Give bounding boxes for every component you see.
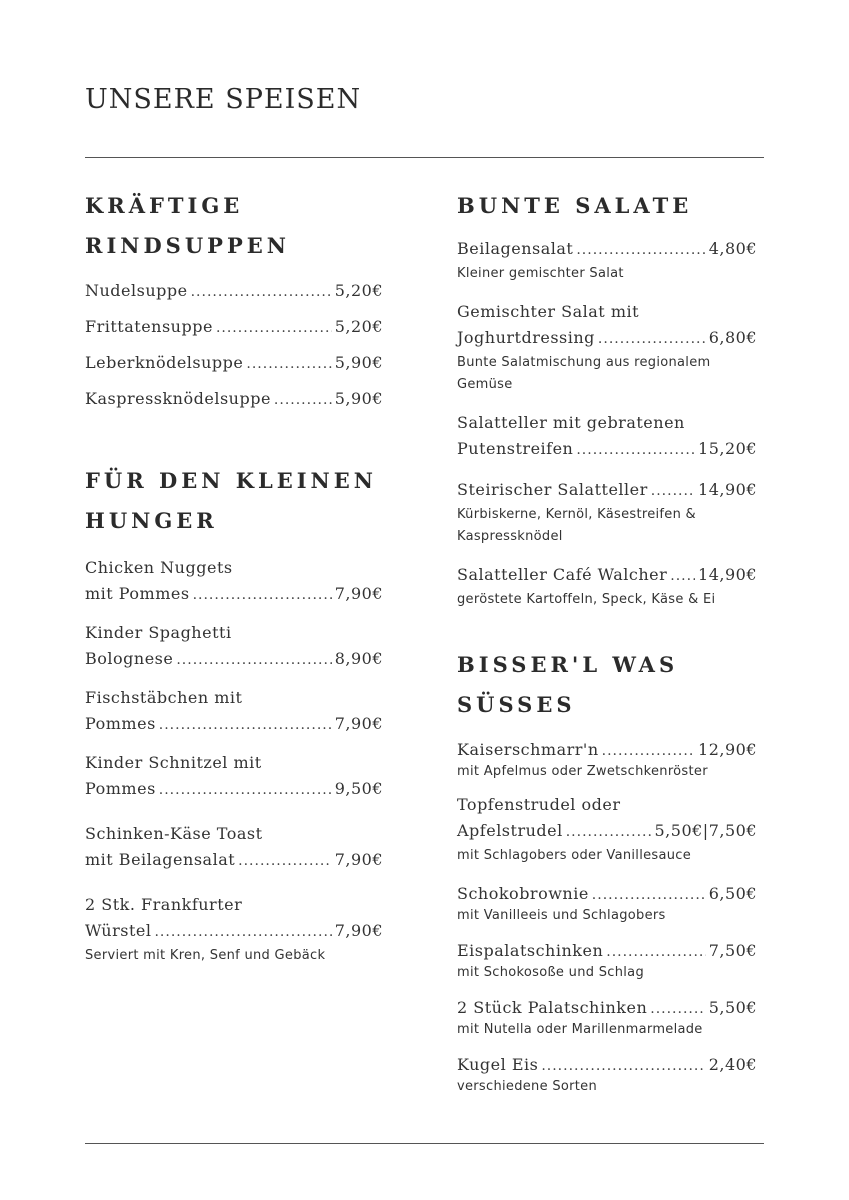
menu-items xyxy=(85,555,383,967)
item-description: mit Vanilleeis und Schlagobers xyxy=(457,908,666,923)
item-name: 2 Stk. Frankfurter xyxy=(85,895,243,914)
menu-item xyxy=(85,750,383,803)
menu-item xyxy=(457,299,757,396)
leader-dots xyxy=(154,919,331,945)
leader-dots xyxy=(246,351,331,377)
leader-dots xyxy=(274,387,332,413)
leader-dots xyxy=(598,326,706,352)
section-title-line: BISSER'L WAS xyxy=(457,652,679,677)
item-name: Pommes xyxy=(85,779,156,798)
left-column xyxy=(85,186,383,967)
menu-item xyxy=(457,1052,757,1095)
menu-item xyxy=(85,350,383,377)
section-title xyxy=(85,186,383,266)
item-name: Steirischer Salatteller xyxy=(457,480,648,499)
item-price: 4,80€ xyxy=(708,239,757,258)
leader-dots xyxy=(176,647,331,673)
item-price: 7,90€ xyxy=(334,850,383,869)
item-price: 5,90€ xyxy=(334,353,383,372)
section-title xyxy=(85,461,383,541)
item-price: 7,90€ xyxy=(334,584,383,603)
item-name: Apfelstrudel xyxy=(457,821,563,840)
item-name: Fischstäbchen mit xyxy=(85,688,243,707)
menu-item xyxy=(457,477,757,548)
leader-dots xyxy=(159,712,332,738)
leader-dots xyxy=(606,939,705,965)
menu-item xyxy=(85,892,383,967)
section-suesses xyxy=(457,645,757,1095)
item-name: Kinder Spaghetti xyxy=(85,623,232,642)
menu-item xyxy=(457,995,757,1038)
leader-dots xyxy=(592,882,706,908)
menu-item xyxy=(85,685,383,738)
top-divider xyxy=(85,157,764,158)
section-title xyxy=(457,645,757,725)
item-price: 5,50€|7,50€ xyxy=(654,821,757,840)
item-price: 7,90€ xyxy=(334,714,383,733)
right-column xyxy=(457,186,757,1095)
menu-item xyxy=(457,562,757,611)
menu-item xyxy=(457,410,757,463)
menu-item xyxy=(85,386,383,413)
menu-item xyxy=(457,737,757,780)
item-name: Nudelsuppe xyxy=(85,281,188,300)
section-kleiner-hunger xyxy=(85,461,383,967)
item-description: mit Nutella oder Marillenmarmelade xyxy=(457,1022,703,1037)
menu-item xyxy=(85,821,383,874)
item-price: 5,90€ xyxy=(334,389,383,408)
item-price: 5,20€ xyxy=(334,281,383,300)
item-price: 2,40€ xyxy=(708,1055,757,1074)
menu-items xyxy=(85,278,383,413)
section-rindsuppen xyxy=(85,186,383,413)
leader-dots xyxy=(650,996,705,1022)
item-price: 5,50€ xyxy=(708,998,757,1017)
section-title-line: RINDSUPPEN xyxy=(85,233,290,258)
item-price: 12,90€ xyxy=(698,740,757,759)
leader-dots xyxy=(216,315,332,341)
menu-item xyxy=(457,236,757,285)
item-description: mit Schlagobers oder Vanillesauce xyxy=(457,848,692,863)
item-name: Pommes xyxy=(85,714,156,733)
menu-item xyxy=(85,314,383,341)
item-name: Topfenstrudel oder xyxy=(457,795,621,814)
item-name: Leberknödelsuppe xyxy=(85,353,244,372)
section-title-line: HUNGER xyxy=(85,508,218,533)
item-name: Schinken-Käse Toast xyxy=(85,824,263,843)
section-bunte-salate xyxy=(457,186,757,611)
item-description: geröstete Kartoffeln, Speck, Käse & Ei xyxy=(457,592,716,607)
item-name: Putenstreifen xyxy=(457,439,574,458)
leader-dots xyxy=(238,848,332,874)
menu-item xyxy=(457,792,757,867)
item-description: Kaspressknödel xyxy=(457,529,563,544)
menu-item xyxy=(85,620,383,673)
item-description: Kleiner gemischter Salat xyxy=(457,266,624,281)
menu-item xyxy=(457,938,757,981)
item-description: Serviert mit Kren, Senf und Gebäck xyxy=(85,948,326,963)
section-title-line: KRÄFTIGE xyxy=(85,193,244,218)
item-name: Beilagensalat xyxy=(457,239,574,258)
item-name: mit Pommes xyxy=(85,584,190,603)
item-name: Kinder Schnitzel mit xyxy=(85,753,262,772)
leader-dots xyxy=(670,563,695,589)
menu-item xyxy=(457,881,757,924)
item-price: 8,90€ xyxy=(334,649,383,668)
item-name: Joghurtdressing xyxy=(457,328,595,347)
item-name: Bolognese xyxy=(85,649,174,668)
item-name: Kaspressknödelsuppe xyxy=(85,389,271,408)
leader-dots xyxy=(193,582,332,608)
section-title-line: FÜR DEN KLEINEN xyxy=(85,468,377,493)
leader-dots xyxy=(191,279,332,305)
item-name: Gemischter Salat mit xyxy=(457,302,640,321)
item-price: 6,80€ xyxy=(708,328,757,347)
section-title-line: SÜSSES xyxy=(457,692,576,717)
leader-dots xyxy=(576,437,695,463)
page-title: UNSERE SPEISEN xyxy=(85,84,362,115)
item-price: 15,20€ xyxy=(698,439,757,458)
item-name: Eispalatschinken xyxy=(457,941,604,960)
section-title-line: BUNTE SALATE xyxy=(457,193,693,218)
menu-items xyxy=(457,236,757,611)
item-name: Schokobrownie xyxy=(457,884,589,903)
bottom-divider xyxy=(85,1143,764,1144)
item-description: verschiedene Sorten xyxy=(457,1079,598,1094)
item-name: Kaiserschmarr'n xyxy=(457,740,599,759)
item-price: 7,90€ xyxy=(334,921,383,940)
menu-item xyxy=(85,555,383,608)
item-name: Frittatensuppe xyxy=(85,317,213,336)
item-price: 7,50€ xyxy=(708,941,757,960)
item-name: 2 Stück Palatschinken xyxy=(457,998,648,1017)
item-price: 9,50€ xyxy=(334,779,383,798)
menu-items xyxy=(457,737,757,1095)
item-description: mit Apfelmus oder Zwetschkenröster xyxy=(457,764,708,779)
item-price: 14,90€ xyxy=(698,565,757,584)
item-price: 6,50€ xyxy=(708,884,757,903)
leader-dots xyxy=(651,478,695,504)
section-title xyxy=(457,186,757,226)
item-name: Würstel xyxy=(85,921,152,940)
leader-dots xyxy=(159,777,332,803)
item-description: Kürbiskerne, Kernöl, Käsestreifen & xyxy=(457,507,696,522)
item-price: 14,90€ xyxy=(698,480,757,499)
item-description: mit Schokosoße und Schlag xyxy=(457,965,644,980)
item-name: mit Beilagensalat xyxy=(85,850,236,869)
item-name: Salatteller Café Walcher xyxy=(457,565,668,584)
leader-dots xyxy=(566,819,652,845)
item-name: Chicken Nuggets xyxy=(85,558,233,577)
item-name: Salatteller mit gebratenen xyxy=(457,413,685,432)
item-description: Gemüse xyxy=(457,377,513,392)
leader-dots xyxy=(576,237,705,263)
leader-dots xyxy=(541,1053,705,1079)
leader-dots xyxy=(602,738,695,764)
item-price: 5,20€ xyxy=(334,317,383,336)
menu-item xyxy=(85,278,383,305)
item-name: Kugel Eis xyxy=(457,1055,539,1074)
item-description: Bunte Salatmischung aus regionalem xyxy=(457,355,711,370)
